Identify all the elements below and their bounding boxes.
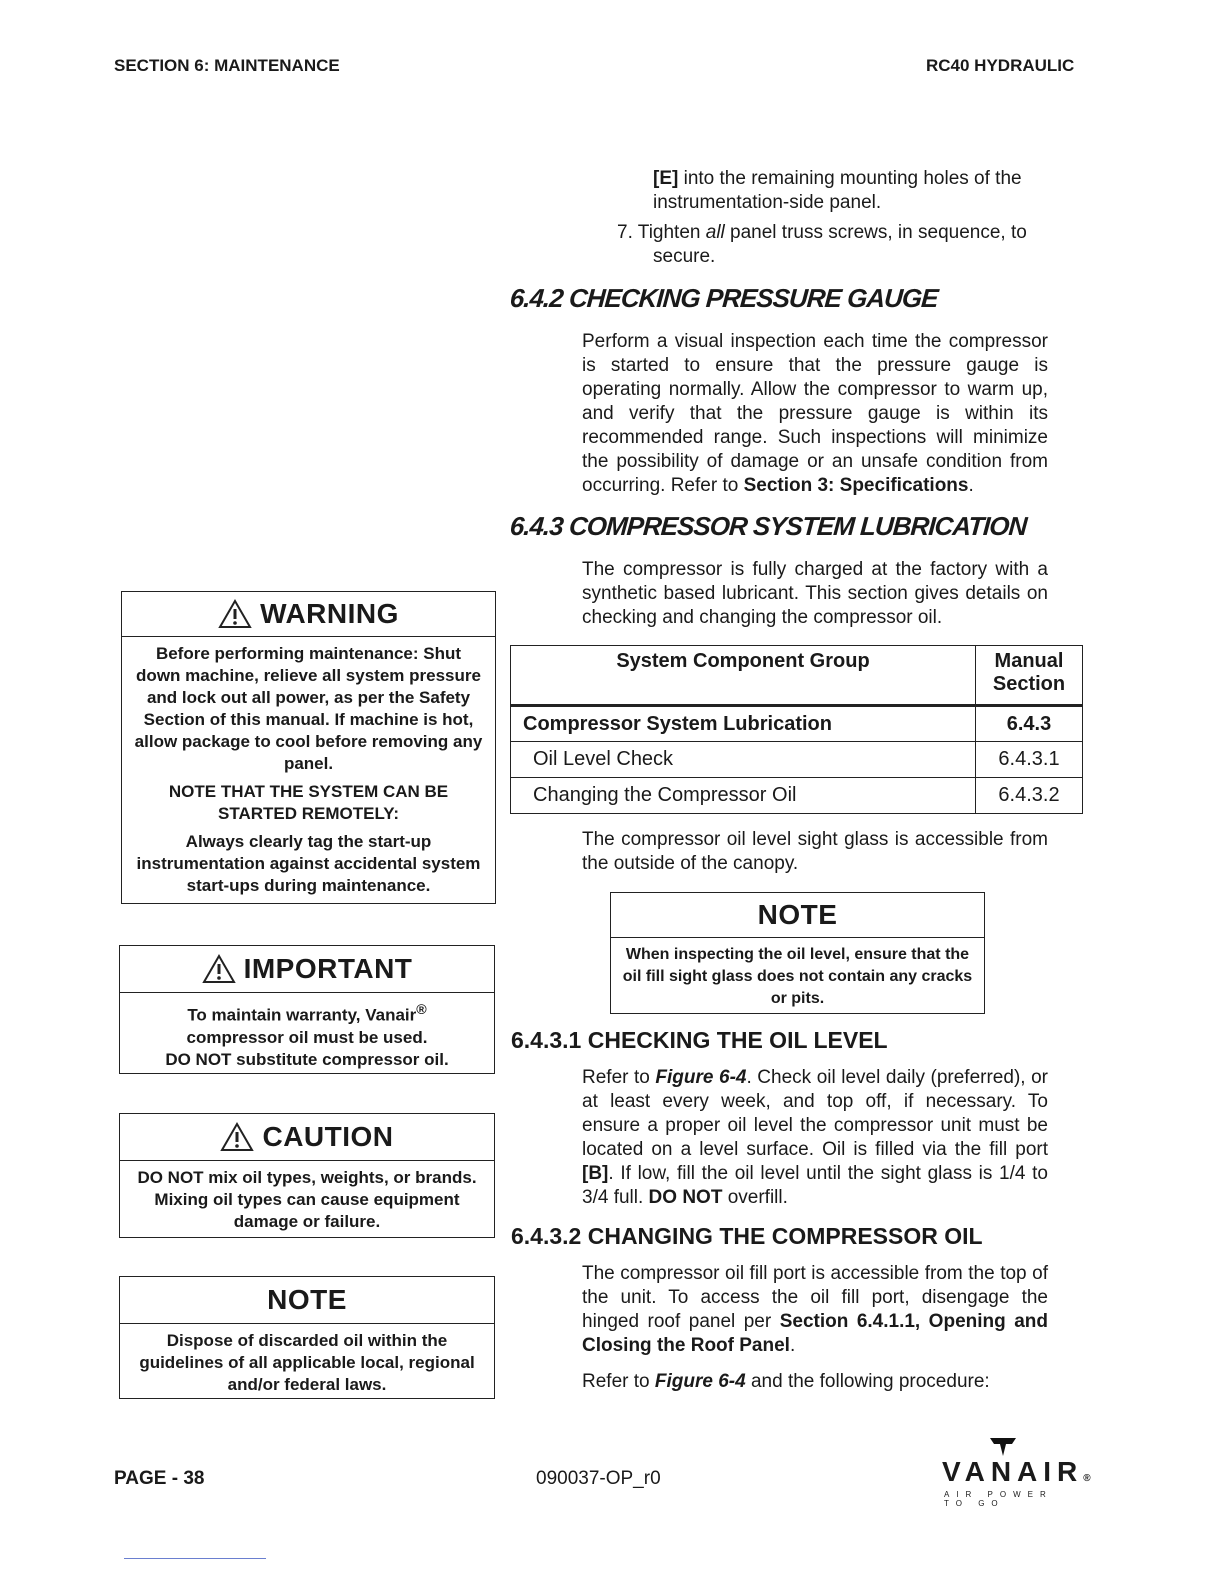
note-box-oil-level	[610, 892, 985, 1014]
table-header-group: System Component Group	[511, 646, 976, 706]
caution-triangle-icon	[220, 1122, 254, 1152]
paragraph-6-4-3: The compressor is fully charged at the factory with a synthetic based lubricant. This section gives details on checking and changing the compressor oil.	[582, 559, 1048, 628]
ref-section-3: Section 3: Specifications	[743, 475, 969, 496]
paragraph-6-4-3-1: Refer to Figure 6-4. Check oil level daily (preferred), or at least every week, and top off, if necessary. To ensure a proper oil level the compressor unit must be located on a level surface. Oil is filled via the fill port [B]. If low, fill the oil level until the sight glass is 1/4 to 3/4 full. DO NOT overfill.	[582, 1067, 1048, 1208]
table-row: Changing the Compressor Oil 6.4.3.2	[511, 778, 1083, 814]
table-header-section: Manual Section	[976, 646, 1083, 706]
intro-ref-e: [E]	[653, 168, 679, 189]
note-left-body: Dispose of discarded oil within the guidelines of all applicable local, regional and/or federal laws.	[139, 1331, 475, 1394]
table-row: Compressor System Lubrication 6.4.3	[511, 706, 1083, 742]
warning-triangle-icon	[218, 599, 252, 629]
page-number: PAGE - 38	[114, 1468, 205, 1489]
caution-header	[120, 1114, 494, 1161]
document-number: 090037-OP_r0	[536, 1468, 661, 1489]
warning-header	[122, 592, 495, 637]
note-left-title: NOTE	[120, 1277, 494, 1324]
caution-box	[119, 1113, 495, 1238]
heading-6-4-3-2: 6.4.3.2 CHANGING THE COMPRESSOR OIL	[511, 1223, 983, 1249]
heading-6-4-3-1: 6.4.3.1 CHECKING THE OIL LEVEL	[511, 1027, 888, 1053]
vanair-logo: VANAIR® AIR POWER TO GO	[940, 1434, 1080, 1504]
important-header	[120, 946, 494, 993]
figure-ref: Figure 6-4	[655, 1067, 747, 1088]
step-7: 7. Tighten all panel truss screws, in sequence, to secure.	[617, 222, 1027, 267]
note-title: NOTE	[611, 893, 984, 938]
warning-box	[121, 591, 496, 904]
table-header-row	[511, 646, 1083, 706]
paragraph-6-4-2: Perform a visual inspection each time the compressor is started to ensure that the pressure gauge is operating normally. Allow the compressor to warm up, and verify that the pressure gauge is within its recommended range. Such inspections will minimize the possibility of damage or an unsafe condition from occurring. Refer to Section 3: Specifications.	[582, 331, 1048, 496]
caution-title: CAUTION	[262, 1121, 394, 1152]
logo-tagline: AIR POWER TO GO	[944, 1490, 1053, 1508]
important-title: IMPORTANT	[243, 953, 413, 984]
note-body: When inspecting the oil level, ensure that the oil fill sight glass does not contain any cracks or pits.	[622, 946, 973, 1007]
intro-continuation: [E] into the remaining mounting holes of the instrumentation-side panel.	[653, 168, 1022, 213]
important-triangle-icon	[202, 954, 236, 984]
heading-6-4-3: 6.4.3 COMPRESSOR SYSTEM LUBRICATION	[508, 511, 1028, 541]
component-table	[510, 645, 1083, 814]
sight-glass-text: The compressor oil level sight glass is accessible from the outside of the canopy.	[582, 829, 1048, 874]
ref-section-6-4-1-1: Section 6.4.1.1, Opening and Closing the Roof Panel	[582, 1311, 1048, 1356]
paragraph-6-4-3-2: The compressor oil fill port is accessible from the top of the unit. To access the oil fill port, disengage the hinged roof panel per Section 6.4.1.1, Opening and Closing the Roof Panel.	[582, 1263, 1048, 1356]
header-section-title: SECTION 6: MAINTENANCE	[114, 56, 340, 75]
header-model: RC40 HYDRAULIC	[926, 56, 1075, 75]
important-body: To maintain warranty, Vanair® compressor oil must be used. DO NOT substitute compressor oil.	[165, 1002, 449, 1069]
table-row: Oil Level Check 6.4.3.1	[511, 742, 1083, 778]
warning-title: WARNING	[260, 598, 399, 629]
important-box	[119, 945, 495, 1074]
warning-body: Before performing maintenance: Shut down machine, relieve all system pressure and lock out all power, as per the Safety Section of this manual. If machine is hot, allow package to cool before removing any panel. NOTE THAT THE SYSTEM CAN BE STARTED REMOTELY: Always clearly tag the start-up instrumentation against accidental system start-ups during maintenance.	[134, 644, 483, 895]
paragraph-procedure: Refer to Figure 6-4 and the following procedure:	[582, 1371, 990, 1392]
logo-text: VANAIR	[942, 1456, 1084, 1487]
footer-rule	[124, 1558, 266, 1559]
note-box-disposal	[119, 1276, 495, 1399]
heading-6-4-2: 6.4.2 CHECKING PRESSURE GAUGE	[508, 283, 939, 313]
caution-body: DO NOT mix oil types, weights, or brands. Mixing oil types can cause equipment damage or failure.	[137, 1168, 477, 1231]
